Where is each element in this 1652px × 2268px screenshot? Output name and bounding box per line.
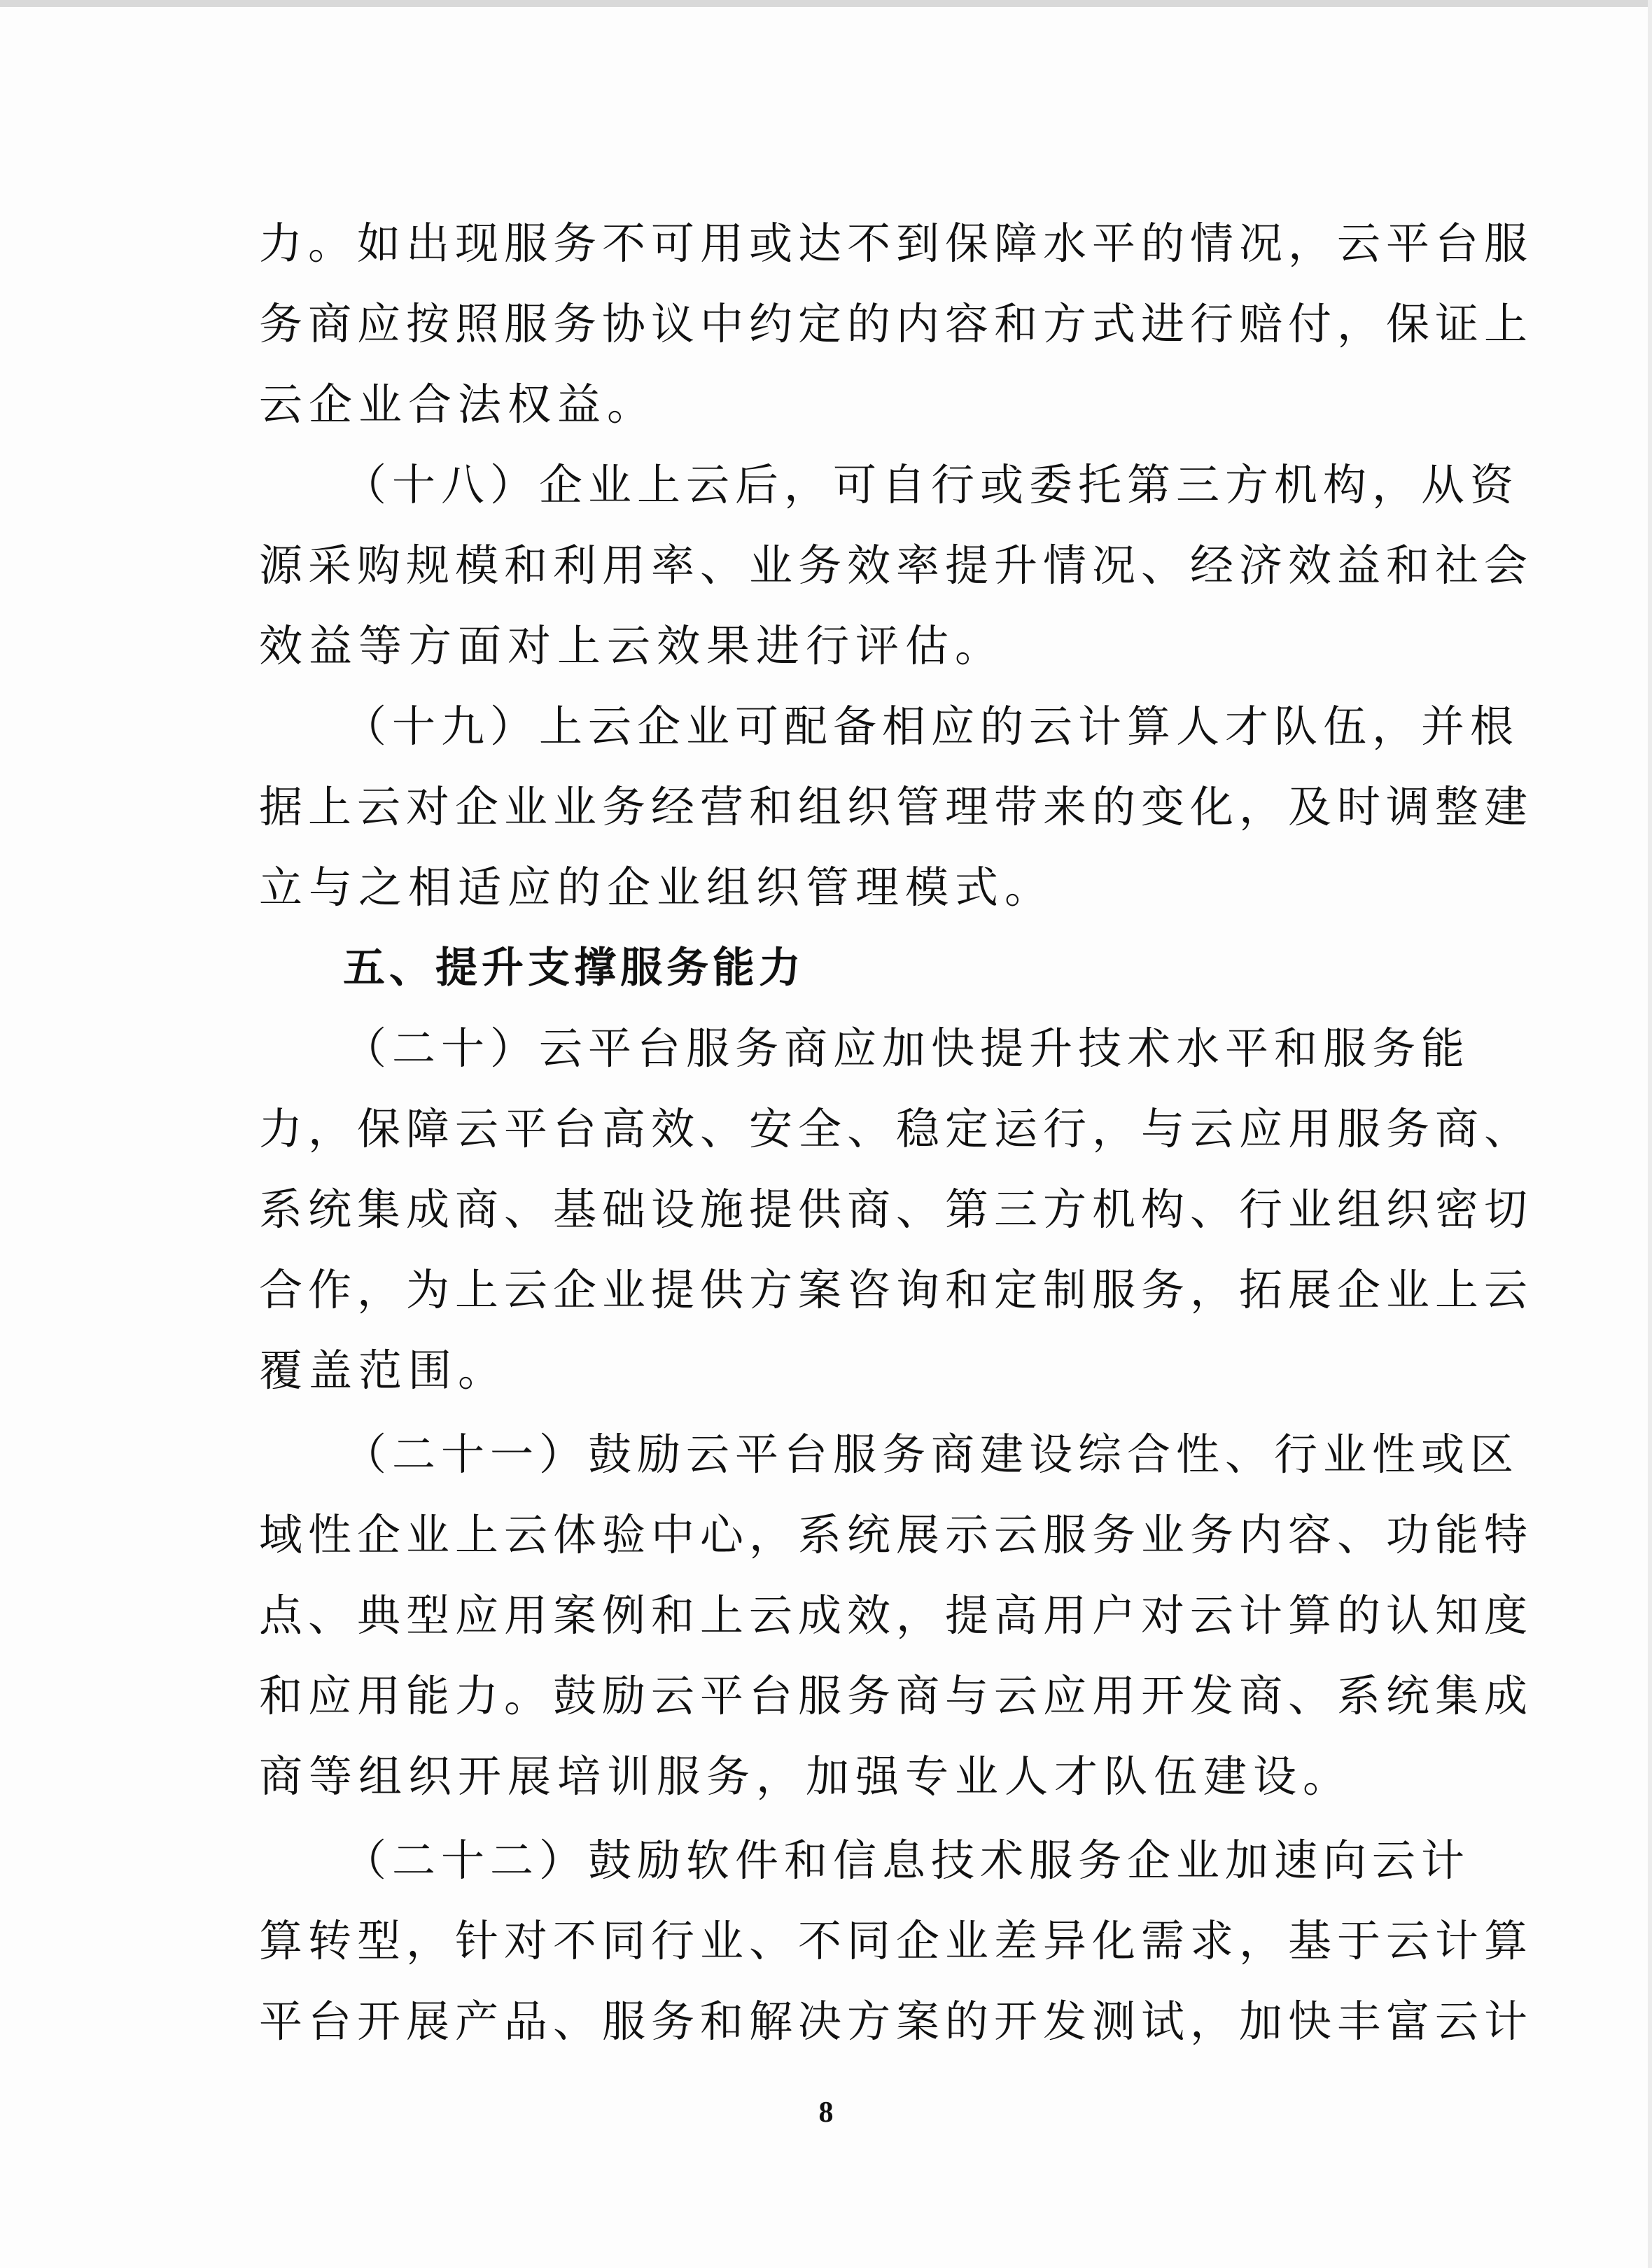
body-line: 合作，为上云企业提供方案咨询和定制服务，拓展企业上云: [259, 1264, 1534, 1315]
body-line: 效益等方面对上云效果进行评估。: [259, 620, 1005, 671]
body-line: 系统集成商、基础设施提供商、第三方机构、行业组织密切: [259, 1184, 1534, 1235]
body-line: 源采购规模和利用率、业务效率提升情况、经济效益和社会: [259, 540, 1534, 591]
body-line: 据上云对企业业务经营和组织管理带来的变化，及时调整建: [259, 781, 1534, 832]
body-line: 和应用能力。鼓励云平台服务商与云应用开发商、系统集成: [259, 1670, 1534, 1721]
body-line: 务商应按照服务协议中约定的内容和方式进行赔付，保证上: [259, 298, 1534, 349]
scan-right-edge: [1648, 0, 1652, 2268]
paragraph-22-line: （二十二）鼓励软件和信息技术服务企业加速向云计: [343, 1835, 1471, 1886]
body-line: 商等组织开展培训服务，加强专业人才队伍建设。: [259, 1751, 1353, 1802]
body-line: 云企业合法权益。: [259, 379, 657, 430]
body-line: 平台开展产品、服务和解决方案的开发测试，加快丰富云计: [259, 1996, 1534, 2047]
body-line: 点、典型应用案例和上云成效，提高用户对云计算的认知度: [259, 1590, 1534, 1641]
body-line: 覆盖范围。: [259, 1345, 508, 1396]
body-line: 力。如出现服务不可用或达不到保障水平的情况，云平台服: [259, 218, 1534, 269]
paragraph-20-line: （二十）云平台服务商应加快提升技术水平和服务能: [343, 1023, 1471, 1074]
section-heading: 五、提升支撑服务能力: [343, 944, 805, 993]
body-line: 算转型，针对不同行业、不同企业差异化需求，基于云计算: [259, 1915, 1534, 1966]
body-line: 力，保障云平台高效、安全、稳定运行，与云应用服务商、: [259, 1103, 1534, 1154]
scan-top-border: [0, 0, 1652, 7]
paragraph-18-line: （十八）企业上云后，可自行或委托第三方机构，从资: [343, 459, 1520, 510]
page-number: 8: [818, 2096, 834, 2129]
body-line: 立与之相适应的企业组织管理模式。: [259, 862, 1055, 913]
body-line: 域性企业上云体验中心，系统展示云服务业务内容、功能特: [259, 1509, 1534, 1560]
paragraph-19-line: （十九）上云企业可配备相应的云计算人才队伍，并根: [343, 701, 1520, 752]
paragraph-21-line: （二十一）鼓励云平台服务商建设综合性、行业性或区: [343, 1429, 1520, 1480]
